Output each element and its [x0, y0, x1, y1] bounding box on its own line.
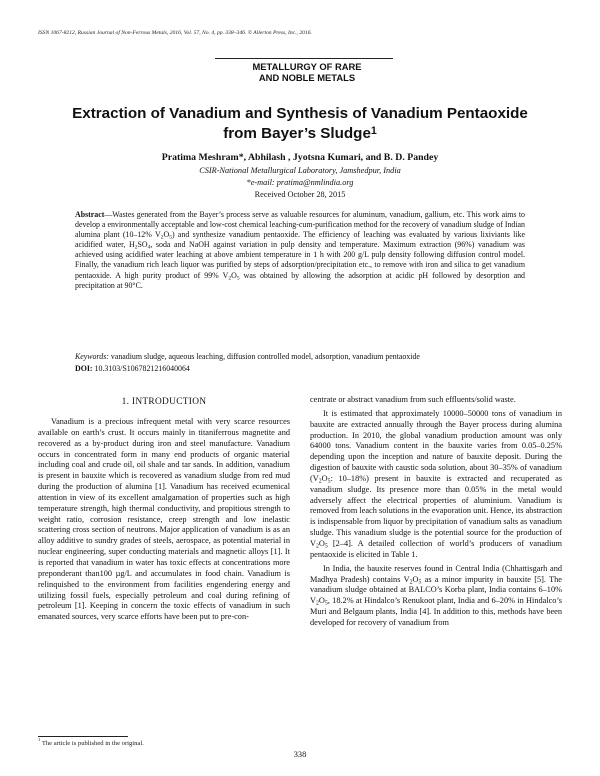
section-heading-introduction: 1. INTRODUCTION [121, 397, 207, 407]
abstract-sub: 5 [169, 234, 172, 241]
footnote-mark: 1 [38, 737, 41, 742]
doi [75, 364, 525, 374]
abstract-text: Wastes generated from the Bayer’s process serve as valuable resources for aluminum, vanadium, gallium, etc. This work aims to develop a environmentally acceptable and low-cost chemical leaching-cum-purification method for the recovery of vanadium sludge of Indian alumina plant (10–12% V [75, 210, 525, 240]
abstract-text: SO [137, 240, 148, 250]
paragraph-sub: 2 [316, 600, 319, 607]
abstract-sub: 2 [134, 244, 138, 251]
intro-paragraph-1: Vanadium is a precious infrequent metal with very scarce resources available on earth’s crust. It occurs mainly in titaniferrous magnetite and recovered as a by-product during iron and steel manufacture. Vanadium occurs in concentrated form in many end products of organic material including coal and crude oil, oil shale and tar sands. In addition, vanadium is present in bauxite which is recovered as vanadium sludge from red mud during the production of alumina [1]. Vanadium has received ecumenical attention in view of its excellent amalgamation of properties such as high temperature strength, high thermal conductivity, and propitious strength to weight ratio, corrosion resistance, creep strength and low inelastic scattering cross section of neutrons. Major application of vanadium is as an alloy additive to sundry grades of steels, aerospace, as potential material in nuclear engineering, super conducting materials and magnetic alloys [1]. It is reported that vanadium in water has toxic effects at concentrations more preponderant than100 µg/L and accumulates in food chain. Vanadium is relinquished to the environment from facilities engendering energy and utilizing fossil fuels, especially petroleum and coal during refining of petroleum [1]. Keeping in concern the toxic effects of vanadium in such emanated sources, very scarce efforts have been put to pre-con- [38, 417, 290, 622]
paragraph-sub: 5 [324, 543, 328, 550]
doi-link[interactable]: 10.3103/S1067821216040064 [92, 364, 190, 373]
paragraph-text: O [412, 574, 419, 584]
paragraph-text: , 18.2% at Hindalco’s Renukoot plant, India and 6–20% in Hindalco’s Muri and Belgaum plants, India [4]. In addition to this, methods have been developed for recovery of vanadium from [310, 596, 562, 627]
paragraph-sub: 5 [327, 478, 331, 485]
section-label-line2: AND NOBLE METALS [258, 72, 356, 83]
article-title [60, 104, 540, 144]
paragraph-sub: 2 [409, 579, 413, 585]
paragraph-sub: 5 [418, 579, 422, 585]
section-label-line1: METALLURGY OF RARE [252, 61, 362, 72]
paragraph-text: In India, the bauxite reserves found in Central India (Chhattisgarh and Madhya Pradesh) contains V [310, 563, 562, 584]
paragraph-text: as a minor impurity in bauxite [5]. The vanadium sludge obtained at BALCO’s Korba plant, India contains 6–10% V [310, 574, 562, 606]
paragraph-sub: 2 [316, 543, 319, 550]
abstract [75, 210, 525, 291]
received-date: Received October 28, 2015 [254, 190, 346, 199]
abstract-sub: 2 [228, 275, 232, 282]
title-line1: Extraction of Vanadium and Synthesis of Vanadium Pentaoxide [72, 105, 528, 122]
doi-label: DOI: [75, 364, 93, 373]
left-column [38, 417, 290, 623]
paragraph-sub: 2 [318, 478, 322, 485]
keywords-text: vanadium sludge, aqueous leaching, diffusion controlled model, adsorption, vanadium pentaoxide [108, 352, 420, 361]
author-email: *e-mail: pratima@nmlindia.org [246, 178, 354, 187]
abstract-sub: 4 [147, 244, 151, 251]
keywords [75, 352, 525, 362]
affiliation: CSIR-National Metallurgical Laboratory, Jamshedpur, India [199, 166, 401, 175]
right-column [310, 395, 562, 629]
abstract-text: , soda and NaOH against variation in pulp density and temperature. Maximum extraction (96%) vanadium was achieved using acidified water leaching at above ambient temperature in 1 h with 200 g/L pulp density following diffusion control model. Finally, the vanadium rich leach liquor was purified by steps of adsorption/precipitation etc., to remove with iron and silica to get vanadium pentaoxide. A high purity product of 99% V [75, 240, 525, 280]
footnote-rule [38, 736, 128, 737]
paragraph-sub: 5 [324, 600, 328, 607]
footnote-text: The article is published in the original. [40, 740, 144, 747]
abstract-text: O [231, 270, 237, 280]
authors: Pratima Meshram*, Abhilash , Jyotsna Kumari, and B. D. Pandey [161, 152, 439, 163]
paragraph-text: O [318, 538, 325, 548]
paragraph-text: : 10–18%) present in bauxite is extracted and recuperated as vanadium sludge. Its presence more than 0.05% in the metal would adversely affect the electrical properties of aluminium. Vanadium is removed from leach solutions in the evaporation unit. Hence, its abstraction is indispensable from liquor by precipitation of vanadium salts as vanadium sludge. This vanadium sludge is the potential source for the production of V [310, 473, 562, 548]
intro-paragraph-3 [310, 564, 562, 629]
paragraph-text: O [318, 596, 325, 606]
paragraph-text: It is estimated that approximately 10000–50000 tons of vanadium in bauxite are extracted annually through the Bayer process during alumina production. In 2010, the global vanadium production amount was only 64000 tons. Vanadium content in the bauxite varies from 0.05–0.25% depending upon the inception and nature of bauxite deposit. During the digestion of bauxite with caustic soda solution, about 30–35% of vanadium (V [310, 408, 562, 483]
title-line2 [60, 124, 540, 144]
intro-paragraph-2 [310, 409, 562, 561]
abstract-sub: 2 [160, 234, 164, 241]
journal-header: ISSN 1067-8212, Russian Journal of Non-Ferrous Metals, 2016, Vol. 57, No. 4, pp. 338–346. © Allerton Press, Inc., 2016. [38, 30, 312, 36]
paragraph-text: O [321, 473, 328, 483]
section-label [222, 61, 392, 83]
abstract-sub: 5 [236, 275, 240, 282]
page-number: 338 [293, 750, 307, 759]
title-line2-text: from Bayer’s Sludge [223, 125, 371, 142]
keywords-label: Keywords: [75, 352, 109, 361]
abstract-text: O [163, 230, 170, 240]
paragraph-text: [2–4]. A detailed collection of world’s producers of vanadium pentaoxide is elicited in Table 1. [310, 538, 562, 559]
section-rule [215, 58, 393, 59]
abstract-text: ) and synthesize vanadium pentaoxide. The efficiency of leaching was evaluated by various lixiviants like acidified water, H [75, 230, 525, 250]
abstract-dash: — [104, 210, 113, 219]
intro-paragraph-1-continued: centrate or abstract vanadium from such effluents/solid waste. [310, 395, 516, 404]
abstract-lead: Abstract [75, 210, 105, 219]
title-footnote-mark: 1 [370, 125, 377, 137]
footnote [38, 737, 290, 747]
abstract-text: was obtained by allowing the adsorption at acidic pH followed by desorption and precipitation at 90°C. [75, 270, 525, 290]
